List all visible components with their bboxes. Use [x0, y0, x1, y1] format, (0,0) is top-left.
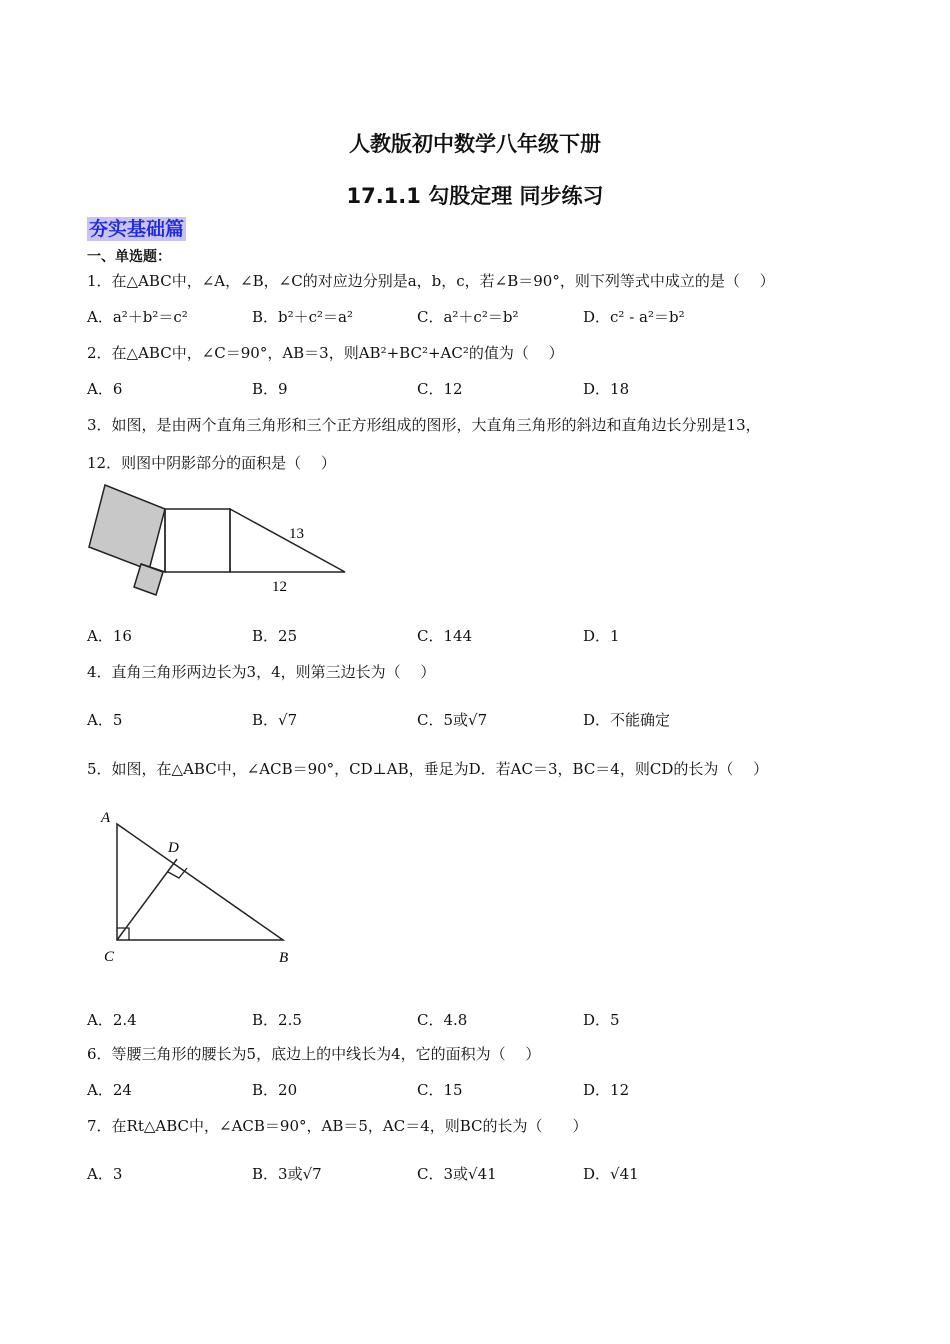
question-1-option-d: D．c² - a²＝b² [583, 308, 685, 326]
question-2-option-b: B．9 [252, 380, 288, 398]
question-4-option-b: B．√7 [252, 711, 298, 729]
part-heading: 一、单选题： [87, 249, 171, 265]
triangle-abc [117, 824, 283, 940]
question-3-stem: 3．如图，是由两个直角三角形和三个正方形组成的图形，大直角三角形的斜边和直角边长分别是13， [87, 416, 761, 434]
question-2-option-a: A．6 [87, 380, 123, 398]
question-6-stem: 6．等腰三角形的腰长为5，底边上的中线长为4，它的面积为（ ） [87, 1045, 541, 1063]
shaded-square-large [89, 485, 165, 570]
question-5-figure [98, 806, 308, 971]
question-1-stem: 1．在△ABC中，∠A，∠B，∠C的对应边分别是a，b，c，若∠B＝90°，则下列等式中成立的是（ ） [87, 272, 775, 290]
question-2-option-c: C．12 [417, 380, 463, 398]
question-2-option-d: D．18 [583, 380, 630, 398]
question-4-stem: 4．直角三角形两边长为3，4，则第三边长为（ ） [87, 663, 436, 681]
shaded-square-small [134, 564, 163, 595]
right-angle-mark-d [168, 868, 187, 878]
vertex-a-label: A [101, 810, 111, 826]
question-6-option-c: C．15 [417, 1081, 463, 1099]
question-2-stem: 2．在△ABC中，∠C＝90°，AB＝3，则AB²+BC²+AC²的值为（ ） [87, 344, 564, 362]
question-5-option-c: C．4.8 [417, 1011, 468, 1029]
question-6-option-b: B．20 [252, 1081, 298, 1099]
question-7-option-b: B．3或√7 [252, 1165, 322, 1183]
question-5-option-a: A．2.4 [87, 1011, 137, 1029]
question-3-stem-continued: 12．则图中阴影部分的面积是（ ） [87, 454, 336, 472]
page-subtitle: 17.1.1 勾股定理 同步练习 [346, 184, 604, 208]
large-right-triangle [230, 509, 345, 572]
question-1-option-c: C．a²＋c²＝b² [417, 308, 519, 326]
question-4-option-d: D．不能确定 [583, 711, 671, 729]
question-7-option-a: A．3 [87, 1165, 123, 1183]
question-4-option-a: A．5 [87, 711, 123, 729]
vertex-d-label: D [168, 840, 179, 856]
question-5-stem: 5．如图，在△ABC中，∠ACB＝90°，CD⊥AB，垂足为D．若AC＝3，BC＝4，则CD的长为（ ） [87, 760, 769, 778]
question-5-option-d: D．5 [583, 1011, 620, 1029]
question-6-option-d: D．12 [583, 1081, 630, 1099]
question-4-option-c: C．5或√7 [417, 711, 488, 729]
question-3-figure [85, 482, 355, 600]
question-7-option-c: C．3或√41 [417, 1165, 497, 1183]
question-3-option-c: C．144 [417, 627, 473, 645]
question-1-option-a: A．a²＋b²＝c² [87, 308, 188, 326]
hypotenuse-label: 13 [289, 526, 304, 542]
section-label: 夯实基础篇 [89, 218, 185, 240]
vertex-c-label: C [104, 949, 115, 965]
question-3-option-b: B．25 [252, 627, 298, 645]
question-3-option-a: A．16 [87, 627, 132, 645]
question-6-option-a: A．24 [87, 1081, 132, 1099]
page-title: 人教版初中数学八年级下册 [349, 132, 601, 156]
leg-label: 12 [272, 579, 287, 595]
question-7-stem: 7．在Rt△ABC中，∠ACB＝90°，AB＝5，AC＝4，则BC的长为（ ） [87, 1117, 588, 1135]
question-5-option-b: B．2.5 [252, 1011, 302, 1029]
question-7-option-d: D．√41 [583, 1165, 639, 1183]
question-3-option-d: D．1 [583, 627, 620, 645]
middle-square [165, 509, 230, 572]
question-1-option-b: B．b²＋c²＝a² [252, 308, 354, 326]
vertex-b-label: B [279, 950, 289, 966]
